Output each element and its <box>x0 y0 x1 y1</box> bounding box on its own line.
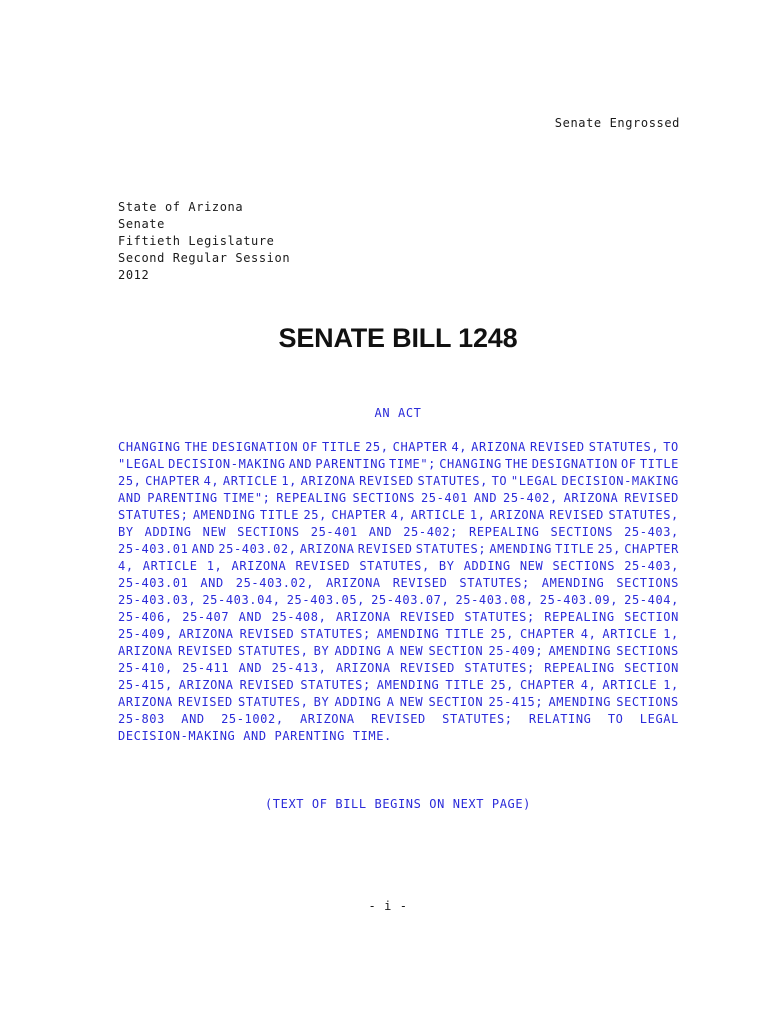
bill-header-block <box>118 199 290 284</box>
act-line: 25, CHAPTER 4, ARTICLE 1, ARIZONA REVISED STATUTES, TO "LEGAL DECISION-MAKING <box>118 474 679 488</box>
an-act-label: AN ACT <box>374 406 422 420</box>
header-line-year: 2012 <box>118 268 150 282</box>
act-line: AND PARENTING TIME"; REPEALING SECTIONS 25-401 AND 25-402, ARIZONA REVISED <box>118 491 679 505</box>
act-line: 25-410, 25-411 AND 25-413, ARIZONA REVISED STATUTES; REPEALING SECTION <box>118 661 679 675</box>
act-line: 25-409, ARIZONA REVISED STATUTES; AMENDING TITLE 25, CHAPTER 4, ARTICLE 1, <box>118 627 679 641</box>
act-line: 25-403.01 AND 25-403.02, ARIZONA REVISED STATUTES; AMENDING TITLE 25, CHAPTER <box>118 542 679 556</box>
act-line: 25-406, 25-407 AND 25-408, ARIZONA REVISED STATUTES; REPEALING SECTION <box>118 610 679 624</box>
header-line-chamber: Senate <box>118 217 165 231</box>
act-line: 25-403.03, 25-403.04, 25-403.05, 25-403.07, 25-403.08, 25-403.09, 25-404, <box>118 593 679 607</box>
act-description <box>118 439 679 745</box>
act-line: CHANGING THE DESIGNATION OF TITLE 25, CHAPTER 4, ARIZONA REVISED STATUTES, TO <box>118 440 679 454</box>
act-line: "LEGAL DECISION-MAKING AND PARENTING TIME"; CHANGING THE DESIGNATION OF TITLE <box>118 457 679 471</box>
act-line: ARIZONA REVISED STATUTES, BY ADDING A NEW SECTION 25-415; AMENDING SECTIONS <box>118 695 679 709</box>
act-line: ARIZONA REVISED STATUTES, BY ADDING A NEW SECTION 25-409; AMENDING SECTIONS <box>118 644 679 658</box>
page-number: - i - <box>368 899 408 913</box>
act-line: 25-803 AND 25-1002, ARIZONA REVISED STATUTES; RELATING TO LEGAL <box>118 712 679 726</box>
header-line-legislature: Fiftieth Legislature <box>118 234 275 248</box>
act-line: 4, ARTICLE 1, ARIZONA REVISED STATUTES, BY ADDING NEW SECTIONS 25-403, <box>118 559 679 573</box>
act-line: STATUTES; AMENDING TITLE 25, CHAPTER 4, ARTICLE 1, ARIZONA REVISED STATUTES, <box>118 508 679 522</box>
act-line: BY ADDING NEW SECTIONS 25-401 AND 25-402; REPEALING SECTIONS 25-403, <box>118 525 679 539</box>
text-begins-note: (TEXT OF BILL BEGINS ON NEXT PAGE) <box>264 797 532 811</box>
act-line: 25-403.01 AND 25-403.02, ARIZONA REVISED STATUTES; AMENDING SECTIONS <box>118 576 679 590</box>
act-line: DECISION-MAKING AND PARENTING TIME. <box>118 729 392 743</box>
bill-title: SENATE BILL 1248 <box>278 323 518 353</box>
engrossed-status: Senate Engrossed <box>554 116 680 130</box>
act-line: 25-415, ARIZONA REVISED STATUTES; AMENDING TITLE 25, CHAPTER 4, ARTICLE 1, <box>118 678 679 692</box>
header-line-session: Second Regular Session <box>118 251 291 265</box>
header-line-state: State of Arizona <box>118 200 244 214</box>
